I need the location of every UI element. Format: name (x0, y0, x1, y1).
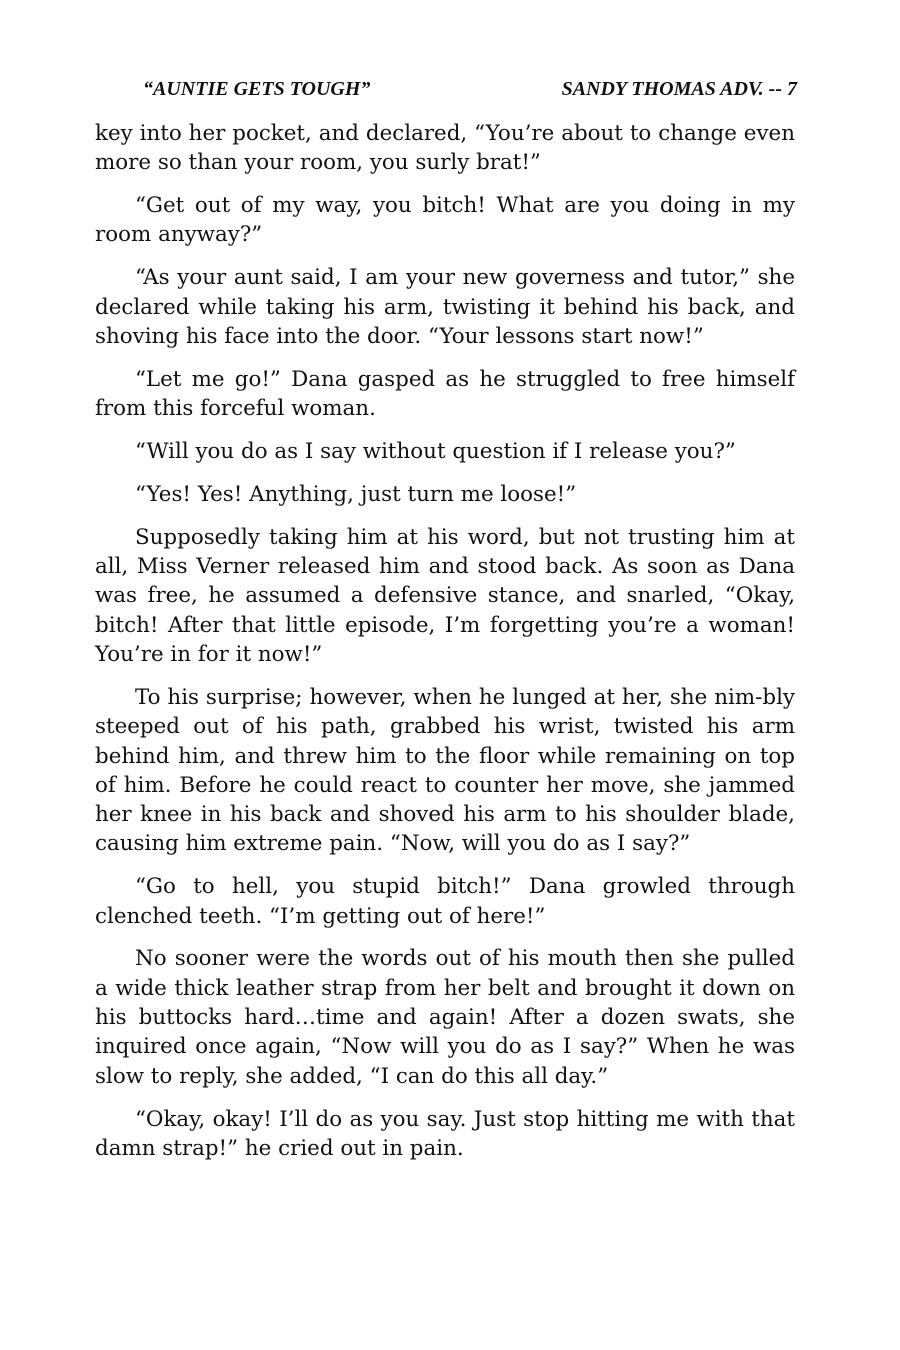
paragraph: “Go to hell, you stupid bitch!” Dana growled through clenched teeth. “I’m getting out of here!” (95, 874, 795, 929)
paragraph: To his surprise; however, when he lunged at her, she nim-bly steeped out of his path, grabbed his wrist, twisted his arm behind him, and threw him to the floor while remaining on top of him. Before he could react to counter her move, she jammed her knee in his back and shoved his arm to his shoulder blade, causing him extreme pain. “Now, will you do as I say?” (95, 684, 795, 857)
paragraph: key into her pocket, and declared, “You’re about to change even more so than your room, you surly brat!” (95, 121, 795, 176)
paragraph: No sooner were the words out of his mouth then she pulled a wide thick leather strap from her belt and brought it down on his buttocks hard…time and again! After a dozen swats, she inquired once again, “Now will you do as I say?” When he was slow to reply, she added, “I can do this all day.” (95, 946, 795, 1089)
body-text (95, 119, 795, 1177)
paragraph: “Get out of my way, you bitch! What are you doing in my room anyway?” (95, 193, 795, 248)
book-title-page-number: SANDY THOMAS ADV. -- 7 (561, 78, 797, 100)
chapter-title: “AUNTIE GETS TOUGH” (143, 78, 371, 100)
paragraph: Supposedly taking him at his word, but not trusting him at all, Miss Verner released him and stood back. As soon as Dana was free, he assumed a defensive stance, and snarled, “Okay, bitch! After that little episode, I’m forgetting you’re a woman! You’re in for it now!” (95, 524, 795, 668)
paragraph: “Okay, okay! I’ll do as you say. Just stop hitting me with that damn strap!” he cried out in pain. (95, 1106, 795, 1161)
paragraph: “Let me go!” Dana gasped as he struggled to free himself from this forceful woman. (95, 366, 795, 422)
paragraph: “Yes! Yes! Anything, just turn me loose!” (135, 481, 577, 507)
running-header (95, 78, 797, 106)
paragraph: “As your aunt said, I am your new governess and tutor,” she declared while taking his arm, twisting it behind his back, and shoving his face into the door. “Your lessons start now!” (95, 265, 795, 349)
paragraph: “Will you do as I say without question if I release you?” (135, 439, 736, 465)
